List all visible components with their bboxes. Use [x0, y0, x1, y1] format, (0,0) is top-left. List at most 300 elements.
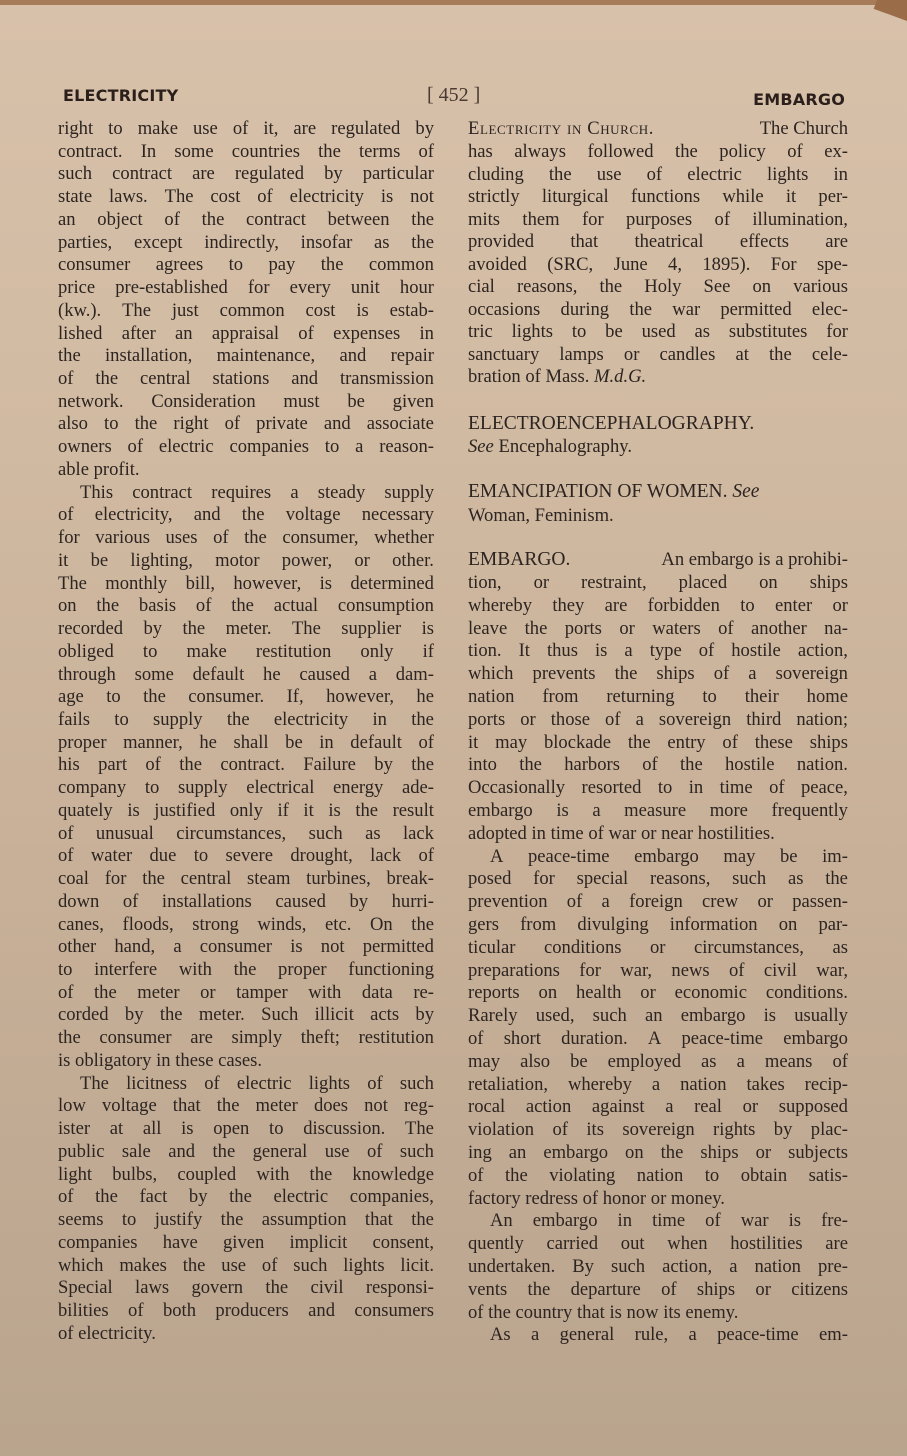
- word: The: [291, 618, 321, 640]
- word: both: [162, 1299, 196, 1321]
- text-line: [468, 618, 848, 640]
- word: re-: [413, 981, 434, 1003]
- word: it: [785, 186, 797, 207]
- word: in: [833, 163, 848, 185]
- word: light: [58, 1163, 93, 1185]
- text-line: [58, 732, 434, 754]
- word: be: [570, 1050, 588, 1072]
- text-line: [58, 232, 434, 254]
- cross-reference: Woman, Feminism.: [468, 505, 614, 526]
- word: regulated: [331, 118, 401, 139]
- word: caused: [275, 890, 326, 912]
- word: shall: [233, 731, 269, 753]
- word: whereby: [567, 1073, 632, 1095]
- word: ports: [564, 617, 602, 639]
- word: special: [576, 868, 629, 890]
- word: for: [58, 527, 80, 549]
- word: necessary: [361, 504, 434, 526]
- word: companies: [58, 1231, 138, 1253]
- word: the: [134, 413, 158, 435]
- text-line: [58, 141, 434, 163]
- word: another: [751, 617, 807, 639]
- word: tion.: [468, 640, 502, 662]
- word: employed: [607, 1050, 681, 1072]
- word: to: [571, 321, 587, 342]
- word: A: [490, 845, 504, 867]
- text-line: [58, 914, 434, 936]
- word: to: [740, 594, 755, 616]
- word: thus: [546, 640, 578, 662]
- word: from: [542, 686, 579, 707]
- text-line: [468, 549, 848, 571]
- word: between: [327, 208, 390, 230]
- word: right: [173, 413, 209, 435]
- word: forbidden: [647, 594, 720, 616]
- word: by: [415, 118, 434, 139]
- word: or: [200, 981, 216, 1003]
- word: duration.: [561, 1028, 628, 1049]
- word: voltage: [101, 1095, 157, 1117]
- word: carried: [546, 1233, 599, 1255]
- word: nation: [636, 1164, 684, 1186]
- word: central: [180, 868, 232, 890]
- text-fragment: The Church: [759, 118, 848, 139]
- word: mits: [468, 208, 501, 230]
- word: common: [219, 299, 285, 321]
- word: of: [418, 845, 434, 867]
- word: is: [181, 1118, 194, 1140]
- text-line: [58, 1232, 434, 1254]
- word: used: [641, 321, 676, 342]
- word: action,: [797, 640, 848, 662]
- text-line: [468, 321, 848, 343]
- text-line: [468, 254, 848, 276]
- word: in: [617, 1210, 633, 1232]
- word: time: [652, 1210, 686, 1232]
- word: of: [468, 1164, 484, 1186]
- word: permitted: [720, 298, 792, 320]
- word: however,: [233, 572, 302, 594]
- word: those: [550, 708, 590, 730]
- word: is: [127, 799, 140, 821]
- word: lack: [403, 822, 434, 844]
- word: given: [392, 390, 434, 412]
- word: rocal: [468, 1096, 506, 1118]
- word: or: [623, 343, 640, 365]
- word: tamper: [236, 981, 288, 1003]
- word: strictly: [468, 186, 520, 207]
- word: some: [134, 663, 174, 685]
- word: of: [257, 186, 273, 208]
- word: while: [722, 186, 764, 207]
- word: of: [224, 413, 241, 435]
- word: of: [145, 754, 161, 776]
- word: avoided: [468, 253, 527, 275]
- word: news: [671, 959, 710, 981]
- word: is: [556, 800, 569, 821]
- word: the: [548, 163, 572, 185]
- word: functioning: [348, 959, 434, 980]
- word: Failure: [303, 754, 356, 776]
- word: such: [610, 1256, 646, 1277]
- word: the: [527, 1278, 551, 1300]
- word: is: [788, 1210, 802, 1232]
- word: or: [640, 982, 656, 1004]
- word: of: [367, 1072, 383, 1094]
- text-line: [468, 1142, 848, 1164]
- word: installations: [161, 890, 252, 912]
- word: be: [285, 731, 303, 753]
- word: responsi-: [365, 1277, 434, 1299]
- word: be: [347, 390, 365, 412]
- word: justify: [154, 1209, 203, 1231]
- word: occasions: [468, 298, 541, 320]
- word: through: [58, 663, 116, 685]
- word: ex-: [824, 141, 848, 162]
- word: purposes: [626, 208, 693, 230]
- word: the: [411, 708, 434, 730]
- word: a: [531, 1324, 540, 1346]
- word: licitness: [126, 1072, 188, 1094]
- word: bilities: [58, 1299, 109, 1321]
- text-line: [468, 1233, 848, 1255]
- page-number: [ 452 ]: [427, 84, 481, 106]
- cross-reference: [468, 436, 848, 458]
- word: owners: [58, 436, 112, 458]
- text-line: [468, 1074, 848, 1096]
- word: the: [318, 140, 341, 162]
- word: lighting,: [130, 549, 193, 571]
- word: electric: [273, 1186, 329, 1208]
- word: of: [661, 1278, 677, 1300]
- word: is: [356, 299, 369, 321]
- word: is: [763, 1005, 777, 1027]
- word: a: [651, 1073, 661, 1095]
- word: illicit: [314, 1004, 354, 1026]
- text-line: [468, 1279, 848, 1301]
- word: ships: [656, 663, 695, 685]
- word: hurri-: [391, 890, 434, 912]
- word: strong: [192, 913, 239, 935]
- word: in: [419, 322, 434, 344]
- word: passen-: [792, 891, 848, 913]
- text-line: of the country that is now its enemy.: [468, 1301, 739, 1323]
- word: effects: [739, 231, 790, 252]
- word: knowledge: [352, 1163, 434, 1185]
- word: pre-established: [115, 277, 228, 299]
- word: embargo: [634, 845, 699, 867]
- word: departure: [570, 1278, 641, 1300]
- text-line: [468, 868, 848, 890]
- word: a: [665, 1096, 674, 1118]
- text-line: [468, 1324, 848, 1346]
- word: always: [514, 141, 566, 162]
- reference-target: Encephalography.: [498, 436, 633, 457]
- word: placed: [678, 572, 728, 593]
- word: central: [140, 368, 191, 390]
- word: implicit: [289, 1231, 348, 1253]
- word: or: [619, 617, 635, 639]
- word: consumer,: [282, 527, 359, 549]
- text-line: [58, 277, 434, 299]
- text-line: [468, 732, 848, 754]
- word: and: [339, 345, 367, 367]
- word: which: [58, 1254, 104, 1276]
- word: of: [58, 504, 74, 526]
- text-line: [468, 366, 848, 388]
- word: liturgical: [541, 186, 609, 207]
- text-line: [468, 1256, 848, 1278]
- word: electricity: [273, 708, 349, 730]
- text-line: [58, 868, 434, 890]
- word: of: [164, 208, 180, 230]
- word: coupled: [177, 1163, 237, 1185]
- word: it: [58, 549, 69, 571]
- word: Holy: [644, 276, 682, 297]
- text-line: [58, 550, 434, 572]
- word: its: [586, 1119, 604, 1141]
- text-line: [468, 186, 848, 208]
- word: posed: [468, 868, 512, 890]
- text-line: [58, 1073, 434, 1095]
- word: peace-time: [681, 1028, 764, 1049]
- text-line: [58, 1255, 434, 1277]
- word: proper: [278, 959, 327, 980]
- word: open: [213, 1118, 250, 1140]
- word: entry: [667, 731, 706, 753]
- word: may: [495, 731, 528, 753]
- word: which: [468, 663, 514, 685]
- word: such: [58, 163, 93, 185]
- word: consumer: [199, 936, 273, 958]
- word: supply: [153, 708, 203, 730]
- word: short: [503, 1028, 541, 1049]
- text-line: [468, 686, 848, 708]
- text-line: of electricity.: [58, 1322, 156, 1344]
- word: state: [58, 186, 93, 208]
- word: hour: [399, 277, 434, 299]
- text-line: [468, 709, 848, 731]
- word: steam: [247, 868, 291, 890]
- word: electric: [158, 436, 214, 458]
- word: given: [223, 1231, 265, 1253]
- word: if: [422, 640, 434, 662]
- word: transmission: [339, 368, 434, 390]
- word: of: [298, 322, 314, 344]
- word: power,: [281, 549, 333, 571]
- word: with: [308, 981, 342, 1003]
- see-label: See: [468, 436, 494, 457]
- word: at: [109, 1118, 124, 1140]
- word: from: [520, 914, 557, 935]
- word: This: [80, 481, 114, 503]
- text-line: [58, 413, 434, 435]
- word: the: [599, 276, 623, 297]
- word: are: [192, 163, 215, 185]
- word: by: [124, 1004, 144, 1026]
- word: for: [581, 208, 604, 230]
- word: he: [263, 663, 281, 685]
- word: a: [290, 481, 299, 503]
- word: corded: [58, 1004, 109, 1026]
- word: all: [142, 1118, 162, 1140]
- word: such: [308, 822, 343, 844]
- word: of: [418, 731, 434, 753]
- text-line: [58, 186, 434, 208]
- word: an: [175, 322, 193, 344]
- text-line: [468, 299, 848, 321]
- word: time: [719, 777, 753, 799]
- word: the: [411, 231, 434, 253]
- text-line: [468, 937, 848, 959]
- word: with: [178, 959, 212, 980]
- word: make: [137, 118, 178, 139]
- word: winds,: [257, 913, 307, 935]
- running-head-right: EMBARGO: [753, 90, 845, 109]
- word: third: [746, 708, 782, 730]
- word: The: [80, 1072, 109, 1094]
- word: to: [657, 777, 673, 799]
- word: motor: [215, 549, 260, 571]
- word: For: [770, 253, 797, 275]
- word: to: [324, 436, 340, 458]
- word: civil: [310, 1277, 344, 1299]
- word: producers: [215, 1299, 289, 1321]
- word: other: [58, 936, 97, 958]
- word: is: [290, 936, 303, 958]
- word: the: [309, 1163, 333, 1185]
- word: voltage: [285, 504, 341, 526]
- text-line: [58, 595, 434, 617]
- word: that: [172, 1095, 201, 1117]
- word: an: [644, 1005, 663, 1027]
- word: such: [592, 1005, 627, 1027]
- word: contract: [246, 208, 306, 230]
- word: consumer: [99, 1027, 172, 1049]
- word: be: [605, 321, 623, 342]
- word: nation: [754, 1256, 801, 1277]
- word: to: [702, 686, 717, 707]
- text-line: [468, 640, 848, 662]
- word: type: [649, 640, 682, 662]
- word: reports: [468, 982, 520, 1004]
- word: leave: [468, 617, 508, 639]
- word: network.: [58, 390, 124, 412]
- word: contract.: [58, 140, 123, 162]
- word: use: [193, 118, 218, 139]
- word: and: [193, 504, 221, 526]
- word: hostile: [724, 754, 775, 776]
- word: unusual: [95, 822, 154, 844]
- word: is: [328, 799, 341, 821]
- text-line: adopted in time of war or near hostilities.: [468, 822, 775, 844]
- word: on: [538, 982, 558, 1004]
- text-line: [58, 754, 434, 776]
- word: the: [411, 754, 434, 776]
- word: right: [58, 118, 94, 139]
- word: the: [524, 617, 548, 639]
- word: prevents: [532, 663, 596, 685]
- word: of: [728, 959, 745, 981]
- word: some: [174, 140, 214, 162]
- word: to: [269, 1118, 284, 1140]
- word: age: [58, 686, 84, 708]
- word: of: [552, 1119, 568, 1141]
- word: ships: [696, 1278, 736, 1300]
- word: basis: [138, 595, 177, 617]
- word: ports: [468, 708, 506, 730]
- word: supply: [177, 777, 228, 799]
- word: electric: [236, 1072, 292, 1094]
- text-line: [58, 891, 434, 913]
- word: be: [90, 549, 109, 571]
- word: the: [768, 343, 792, 365]
- word: The: [405, 1118, 434, 1140]
- word: only: [360, 640, 394, 662]
- text-line: [58, 1277, 434, 1299]
- word: the: [143, 686, 166, 708]
- word: and: [168, 1140, 196, 1162]
- entry-headword: EMBARGO.: [468, 549, 571, 570]
- text-line: [58, 686, 434, 708]
- text-line: [58, 1164, 434, 1186]
- word: the: [660, 1142, 684, 1163]
- word: substitutes: [728, 321, 808, 342]
- text-line: [468, 141, 848, 163]
- subentry-heading: Electricity in Church.: [468, 118, 654, 139]
- word: must: [283, 390, 320, 412]
- word: civil: [763, 959, 797, 981]
- word: theatrical: [634, 231, 704, 252]
- word: the: [182, 1254, 206, 1276]
- word: On: [369, 913, 393, 935]
- word: the: [220, 1209, 244, 1231]
- word: of: [713, 663, 730, 685]
- word: war,: [620, 959, 653, 981]
- word: licit.: [400, 1254, 434, 1276]
- word: maintenance,: [216, 345, 316, 367]
- word: severe: [225, 845, 273, 867]
- word: usually: [794, 1005, 848, 1027]
- word: a: [729, 1256, 738, 1277]
- word: of: [366, 1140, 383, 1162]
- word: of: [418, 140, 434, 162]
- word: consent,: [372, 1231, 434, 1253]
- word: harbors: [564, 754, 620, 776]
- word: stations: [212, 368, 270, 390]
- word: of: [261, 1254, 278, 1276]
- word: company: [58, 777, 127, 799]
- word: peace-time: [717, 1324, 799, 1346]
- word: lights: [511, 321, 553, 342]
- word: of: [213, 527, 229, 549]
- word: discussion.: [303, 1118, 386, 1140]
- word: in: [319, 731, 334, 753]
- word: consumers: [354, 1299, 434, 1321]
- text-line: [58, 391, 434, 413]
- word: candles: [659, 343, 716, 365]
- word: as: [365, 822, 381, 844]
- word: ships: [809, 731, 848, 753]
- text-line: factory redress of honor or money.: [468, 1187, 725, 1209]
- word: just: [171, 299, 199, 321]
- word: to: [58, 959, 73, 980]
- word: water: [90, 845, 133, 867]
- word: a: [368, 663, 377, 685]
- word: electrical: [246, 777, 315, 799]
- word: permitted: [362, 936, 434, 958]
- word: the: [825, 868, 848, 890]
